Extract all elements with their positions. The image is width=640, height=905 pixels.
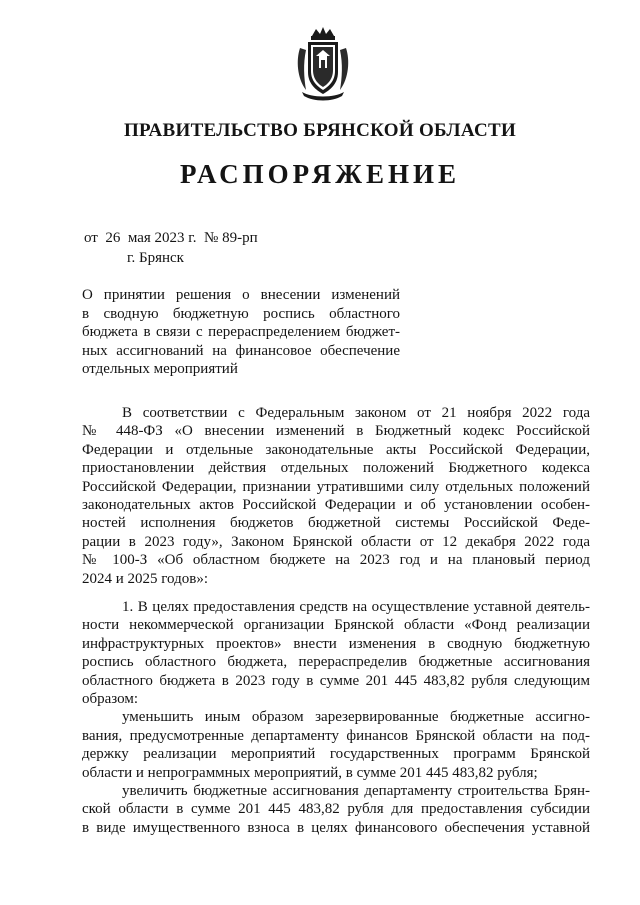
preamble-line: Федерации и отдельные законодательные акты Российской Федерации, [82, 441, 590, 458]
document-date-number: от 26 мая 2023 г. № 89-рп [84, 230, 258, 246]
document-type-title: РАСПОРЯЖЕНИЕ [179, 159, 461, 189]
item-1-line: увеличить бюджетные ассигнования департаменту строительства Брян- [122, 783, 590, 800]
preamble-line: № 448-ФЗ «О внесении изменений в Бюджетный кодекс Российской [82, 423, 590, 440]
item-1-line: образом: [82, 691, 139, 708]
document-subject [82, 286, 400, 379]
preamble-line: Российской Федерации, признании утратившими силу отдельных положений [82, 478, 590, 495]
government-title: ПРАВИТЕЛЬСТВО БРЯНСКОЙ ОБЛАСТИ [123, 120, 517, 141]
subject-line: бюджета в связи с перераспределением бюджет- [82, 324, 400, 340]
item-1-paragraph [82, 598, 590, 837]
item-1-line: вания, предусмотренные департаменту финансов Брянской области на под- [82, 727, 590, 744]
preamble-paragraph [82, 404, 590, 588]
preamble-line: ностей исполнения бюджетов бюджетной системы Российской Феде- [82, 515, 590, 532]
subject-line: в сводную бюджетную роспись областного [82, 305, 400, 322]
preamble-line: В соответствии с Федеральным законом от 21 ноября 2022 года [122, 405, 590, 421]
preamble-line: приостановлении действия отдельных положений Бюджетного кодекса [82, 460, 590, 477]
item-1-line: держку реализации мероприятий государственных программ Брянской [82, 746, 590, 763]
item-1-line: уменьшить иным образом зарезервированные бюджетные ассигно- [122, 709, 590, 726]
preamble-line: № 100-З «Об областном бюджете на 2023 год и на плановый период [82, 552, 590, 569]
item-1-line: области и непрограммных мероприятий, в сумме 201 445 483,82 рубля; [82, 764, 538, 781]
item-1-line: 1. В целях предоставления средств на осуществление уставной деятель- [122, 599, 590, 615]
item-1-line: в виде имущественного взноса в целях финансового обеспечения уставной [82, 819, 590, 836]
subject-line: О принятии решения о внесении изменений [82, 287, 400, 303]
preamble-line: законодательных актов Российской Федерации и об установлении особен- [82, 497, 590, 514]
brynsk-oblast-coat-of-arms-icon [294, 26, 352, 102]
item-1-line: роспись областного бюджета, перераспределив бюджетные ассигнования [82, 654, 590, 671]
item-1-line: областного бюджета в 2023 году в сумме 201 445 483,82 рубля следующим [82, 672, 590, 689]
item-1-line: инфраструктурных проектов» внести изменения в сводную бюджетную [82, 635, 590, 652]
item-1-line: ской области в сумме 201 445 483,82 рубля для предоставления субсидии [82, 801, 590, 818]
subject-line: ных ассигнований на финансовое обеспечение [82, 342, 400, 359]
item-1-line: ности некоммерческой организации Брянской области «Фонд реализации [82, 617, 590, 634]
preamble-line: 2024 и 2025 годов»: [82, 570, 209, 587]
preamble-line: рации в 2023 году», Законом Брянской области от 12 декабря 2022 года [82, 533, 590, 550]
subject-line: отдельных мероприятий [82, 361, 238, 377]
document-city: г. Брянск [127, 250, 184, 266]
